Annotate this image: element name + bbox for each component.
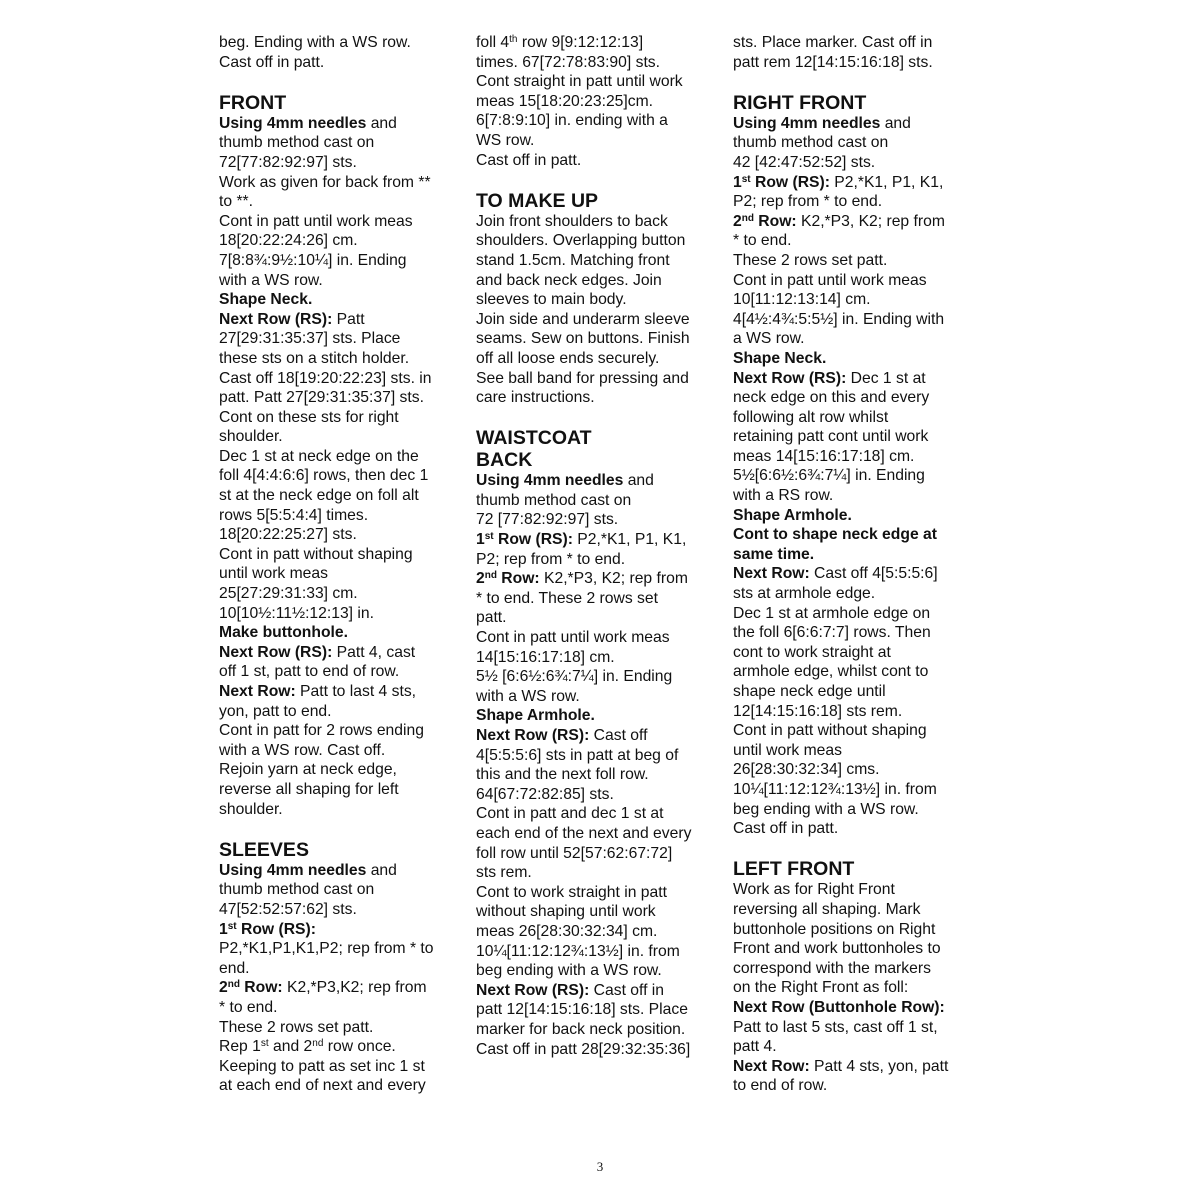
text-line: See ball band for pressing and xyxy=(476,369,689,387)
text-line: with a WS row. xyxy=(476,687,580,705)
text-line: Next Row (RS): Patt xyxy=(219,310,365,328)
text-line: seams. Sew on buttons. Finish xyxy=(476,330,690,348)
text-line: Using 4mm needles and xyxy=(219,861,397,879)
text-line: rows 5[5:5:4:4] times. xyxy=(219,506,369,524)
text-line: 1st Row (RS): P2,*K1, P1, K1, xyxy=(476,531,687,549)
text-line: without shaping until work xyxy=(476,903,656,921)
text-line: Cast off in patt 28[29:32:35:36] xyxy=(476,1040,691,1058)
text-line: beg ending with a WS row. xyxy=(733,800,919,818)
text-line xyxy=(733,349,978,369)
text-line: 25[27:29:31:33] cm. xyxy=(219,585,358,603)
text-line: thumb method cast on xyxy=(476,491,632,509)
text-line: meas 14[15:16:17:18] cm. xyxy=(733,447,915,465)
text-line: * to end. xyxy=(733,232,792,250)
text-line: WS row. xyxy=(476,131,535,149)
text-line xyxy=(733,506,978,526)
text-line: Next Row (RS): Patt 4, cast xyxy=(219,643,416,661)
bold-label: Next Row: xyxy=(733,1057,810,1075)
text-line: correspond with the markers xyxy=(733,959,931,977)
text-line: Cont straight in patt until work xyxy=(476,73,683,91)
text-line: 10¼[11:12:12¾:13½] in. from xyxy=(733,780,937,798)
bold-label: Next Row (RS): xyxy=(476,981,590,999)
text-line: 42 [42:47:52:52] sts. xyxy=(733,153,876,171)
text-line: to end of row. xyxy=(733,1077,828,1095)
text-line: shoulders. Overlapping button xyxy=(476,232,686,250)
bold-label: Shape Armhole. xyxy=(476,707,595,725)
bold-label: Cont to shape neck edge at xyxy=(733,526,937,544)
text-line: 18[20:22:24:26] cm. xyxy=(219,232,358,250)
bold-label: Shape Neck. xyxy=(733,349,827,367)
text-line: These 2 rows set patt. xyxy=(733,251,888,269)
section-spacer xyxy=(476,408,716,428)
text-line: * to end. These 2 rows set xyxy=(476,589,658,607)
text-line: patt 4. xyxy=(733,1038,777,1056)
text-line: each end of the next and every xyxy=(476,824,692,842)
text-line: end. xyxy=(219,959,250,977)
text-line: with a RS row. xyxy=(733,487,834,505)
bold-label: Next Row (RS): xyxy=(476,727,590,744)
text-line: neck edge on this and every xyxy=(733,389,930,407)
text-line: retaining patt cont until work xyxy=(733,428,929,446)
text-line: on the Right Front as foll: xyxy=(733,979,909,997)
text-line: shoulder. xyxy=(219,800,283,818)
text-line: thumb method cast on xyxy=(219,134,375,152)
text-line: reversing all shaping. Mark xyxy=(733,900,921,918)
text-line: patt 12[14:15:16:18] sts. Place xyxy=(476,1001,688,1019)
text-line: Cont on these sts for right xyxy=(219,408,399,426)
text-line: sts at armhole edge. xyxy=(733,585,876,603)
text-line: beg. Ending with a WS row. xyxy=(219,34,411,51)
text-line: cont to work straight at xyxy=(733,643,891,661)
text-line: buttonhole positions on Right xyxy=(733,920,936,938)
text-line: 27[29:31:35:37] sts. Place xyxy=(219,330,401,348)
text-line: Next Row (RS): Dec 1 st at xyxy=(733,369,926,387)
bold-label: 2nd Row: xyxy=(476,570,540,588)
bold-label: 1st Row (RS): xyxy=(733,173,830,191)
text-line: Cont in patt until work meas xyxy=(476,629,670,647)
text-line: times. 67[72:78:83:90] sts. xyxy=(476,53,660,71)
text-line: 4[4½:4¾:5:5½] in. Ending with xyxy=(733,310,945,328)
text-line: 6[7:8:9:10] in. ending with a xyxy=(476,112,668,130)
section-heading: TO MAKE UP xyxy=(476,189,599,212)
text-line: Rep 1st and 2nd row once. xyxy=(219,1038,396,1056)
text-line: Cont to work straight in patt xyxy=(476,883,667,901)
text-line: shape neck edge until xyxy=(733,683,886,700)
text-line: marker for back neck position. xyxy=(476,1020,686,1038)
text-line: shoulder. xyxy=(219,428,283,446)
text-line: 72 [77:82:92:97] sts. xyxy=(476,511,619,529)
text-line: 5½[6:6½:6¾:7¼] in. Ending xyxy=(733,467,925,485)
text-line: Using 4mm needles and xyxy=(476,472,654,490)
bold-label: Using 4mm needles xyxy=(219,861,367,879)
text-line: armhole edge, whilst cont to xyxy=(733,663,929,681)
text-line: 47[52:52:57:62] sts. xyxy=(219,900,357,918)
text-line: Keeping to patt as set inc 1 st xyxy=(219,1057,425,1075)
bold-label: Using 4mm needles xyxy=(733,114,881,132)
text-line: stand 1.5cm. Matching front xyxy=(476,251,670,269)
text-line: Using 4mm needles and xyxy=(733,114,911,132)
section-heading: RIGHT FRONT xyxy=(733,91,867,114)
bold-label: Next Row (RS): xyxy=(219,310,333,328)
text-line: with a WS row. Cast off. xyxy=(219,741,386,759)
text-line: thumb method cast on xyxy=(219,881,375,899)
text-line: the foll 6[6:6:7:7] rows. Then xyxy=(733,624,931,642)
text-line: 72[77:82:92:97] sts. xyxy=(219,153,357,171)
text-line: These 2 rows set patt. xyxy=(219,1018,374,1036)
bold-label: 2nd Row: xyxy=(733,212,797,230)
bold-label: Make buttonhole. xyxy=(219,624,348,642)
text-line: thumb method cast on xyxy=(733,134,889,152)
text-line: Cont in patt without shaping xyxy=(733,722,927,740)
section-spacer xyxy=(733,72,978,92)
text-line: beg ending with a WS row. xyxy=(476,962,662,980)
text-line: sts. Place marker. Cast off in xyxy=(733,34,933,51)
text-line xyxy=(476,706,716,726)
bold-label: Using 4mm needles xyxy=(219,114,367,132)
section-heading: BACK xyxy=(476,449,533,472)
bold-label: Next Row (Buttonhole Row): xyxy=(733,998,945,1016)
column-left xyxy=(219,33,457,1096)
text-line: Cast off 18[19:20:22:23] sts. in xyxy=(219,369,432,387)
text-line: a WS row. xyxy=(733,330,805,348)
text-line: 26[28:30:32:34] cms. xyxy=(733,761,880,779)
text-line: Join front shoulders to back xyxy=(476,212,668,230)
bold-label: 1st Row (RS): xyxy=(219,920,316,938)
text-line: and back neck edges. Join xyxy=(476,271,662,289)
text-line: P2; rep from * to end. xyxy=(476,550,626,568)
text-line xyxy=(219,920,457,940)
section-spacer xyxy=(476,170,716,190)
text-line: Cont in patt until work meas xyxy=(219,212,413,230)
text-line: P2,*K1,P1,K1,P2; rep from * to xyxy=(219,940,434,958)
text-line: foll 4th row 9[9:12:12:13] xyxy=(476,34,644,51)
bold-label: Shape Armhole. xyxy=(733,506,852,524)
text-line: 14[15:16:17:18] cm. xyxy=(476,648,615,666)
text-line: st at the neck edge on foll alt xyxy=(219,487,419,505)
section-spacer xyxy=(733,839,978,859)
text-line: Patt to last 5 sts, cast off 1 st, xyxy=(733,1018,938,1036)
text-line: foll 4[4:4:6:6] rows, then dec 1 xyxy=(219,467,429,485)
text-line: sts rem. xyxy=(476,864,532,882)
text-line: Dec 1 st at armhole edge on xyxy=(733,604,931,622)
bold-label: Next Row (RS): xyxy=(733,369,847,387)
bold-label: Next Row: xyxy=(733,565,810,583)
text-line: with a WS row. xyxy=(219,271,323,289)
text-line: 10[11:12:13:14] cm. xyxy=(733,291,871,309)
bold-label: Next Row: xyxy=(219,683,296,700)
text-line: Cont in patt for 2 rows ending xyxy=(219,722,424,740)
text-line: 2nd Row: K2,*P3, K2; rep from xyxy=(733,212,945,230)
text-line: meas 15[18:20:23:25]cm. xyxy=(476,92,654,110)
text-line: Cast off in patt. xyxy=(219,53,325,71)
column-middle xyxy=(476,33,716,1059)
text-line: 64[67:72:82:85] sts. xyxy=(476,785,614,803)
section-heading: WAISTCOAT xyxy=(476,427,592,450)
text-line: Cast off in patt. xyxy=(476,151,582,169)
text-line: 4[5:5:5:6] sts in patt at beg of xyxy=(476,746,679,764)
text-line: reverse all shaping for left xyxy=(219,780,399,798)
text-line: P2; rep from * to end. xyxy=(733,193,883,211)
text-line: * to end. xyxy=(219,998,278,1016)
section-heading: FRONT xyxy=(219,91,287,114)
text-line xyxy=(219,623,457,643)
text-line: off 1 st, patt to end of row. xyxy=(219,663,400,681)
text-line xyxy=(733,545,978,565)
bold-label: Next Row (RS): xyxy=(219,643,333,661)
text-line: 1st Row (RS): P2,*K1, P1, K1, xyxy=(733,173,944,191)
bold-label: 1st Row (RS): xyxy=(476,531,573,549)
text-line: Dec 1 st at neck edge on the xyxy=(219,447,419,465)
bold-label: Using 4mm needles xyxy=(476,472,624,490)
text-line: 5½ [6:6½:6¾:7¼] in. Ending xyxy=(476,668,673,686)
text-line: Cont in patt until work meas xyxy=(733,271,927,289)
text-line: meas 26[28:30:32:34] cm. xyxy=(476,922,658,940)
bold-label: same time. xyxy=(733,545,815,563)
bold-label: 2nd Row: xyxy=(219,979,283,997)
text-line: Front and work buttonholes to xyxy=(733,940,941,958)
text-line: 12[14:15:16:18] sts rem. xyxy=(733,702,903,720)
text-line xyxy=(733,998,978,1018)
section-heading: LEFT FRONT xyxy=(733,858,855,881)
text-line: Using 4mm needles and xyxy=(219,114,397,132)
text-line: 18[20:22:25:27] sts. xyxy=(219,526,357,544)
text-line: Work as for Right Front xyxy=(733,881,895,899)
text-line: off all loose ends securely. xyxy=(476,349,660,367)
text-line: Work as given for back from ** xyxy=(219,173,431,191)
text-line: 2nd Row: K2,*P3, K2; rep from xyxy=(476,570,688,588)
text-line: to **. xyxy=(219,193,254,211)
section-spacer xyxy=(219,72,457,92)
text-line: care instructions. xyxy=(476,389,595,407)
text-line: 7[8:8¾:9½:10¼] in. Ending xyxy=(219,251,407,269)
text-line: Cont in patt and dec 1 st at xyxy=(476,805,664,823)
page-number: 3 xyxy=(596,1159,604,1174)
text-line: foll row until 52[57:62:67:72] xyxy=(476,844,673,862)
text-line xyxy=(733,525,978,545)
section-heading: SLEEVES xyxy=(219,838,309,861)
text-line: sleeves to main body. xyxy=(476,291,627,309)
text-line: 10[10½:11½:12:13] in. xyxy=(219,604,374,622)
column-right xyxy=(733,33,978,1096)
text-line: yon, patt to end. xyxy=(219,702,332,720)
text-line: Rejoin yarn at neck edge, xyxy=(219,761,397,779)
text-line: 2nd Row: K2,*P3,K2; rep from xyxy=(219,979,427,997)
text-line: Cast off in patt. xyxy=(733,820,839,838)
text-line: Next Row: Cast off 4[5:5:5:6] xyxy=(733,565,938,583)
section-spacer xyxy=(219,819,457,839)
text-line: Next Row (RS): Cast off in xyxy=(476,981,665,999)
text-line: this and the next foll row. xyxy=(476,766,649,784)
text-line: following alt row whilst xyxy=(733,408,889,426)
text-line: 10¼[11:12:12¾:13½] in. from xyxy=(476,942,680,960)
text-line xyxy=(219,290,457,310)
text-line: until work meas xyxy=(733,741,842,759)
text-line: Next Row (RS): Cast off xyxy=(476,727,648,744)
text-line: Next Row: Patt to last 4 sts, xyxy=(219,683,417,700)
text-line: patt. Patt 27[29:31:35:37] sts. xyxy=(219,389,424,407)
text-line: these sts on a stitch holder. xyxy=(219,349,410,367)
text-line: Join side and underarm sleeve xyxy=(476,310,690,328)
bold-label: Shape Neck. xyxy=(219,291,313,309)
text-line: Next Row: Patt 4 sts, yon, patt xyxy=(733,1057,949,1075)
text-line: until work meas xyxy=(219,565,328,583)
text-line: at each end of next and every xyxy=(219,1077,426,1095)
text-line: patt. xyxy=(476,609,507,627)
text-line: Cont in patt without shaping xyxy=(219,545,413,563)
text-line: patt rem 12[14:15:16:18] sts. xyxy=(733,53,933,71)
